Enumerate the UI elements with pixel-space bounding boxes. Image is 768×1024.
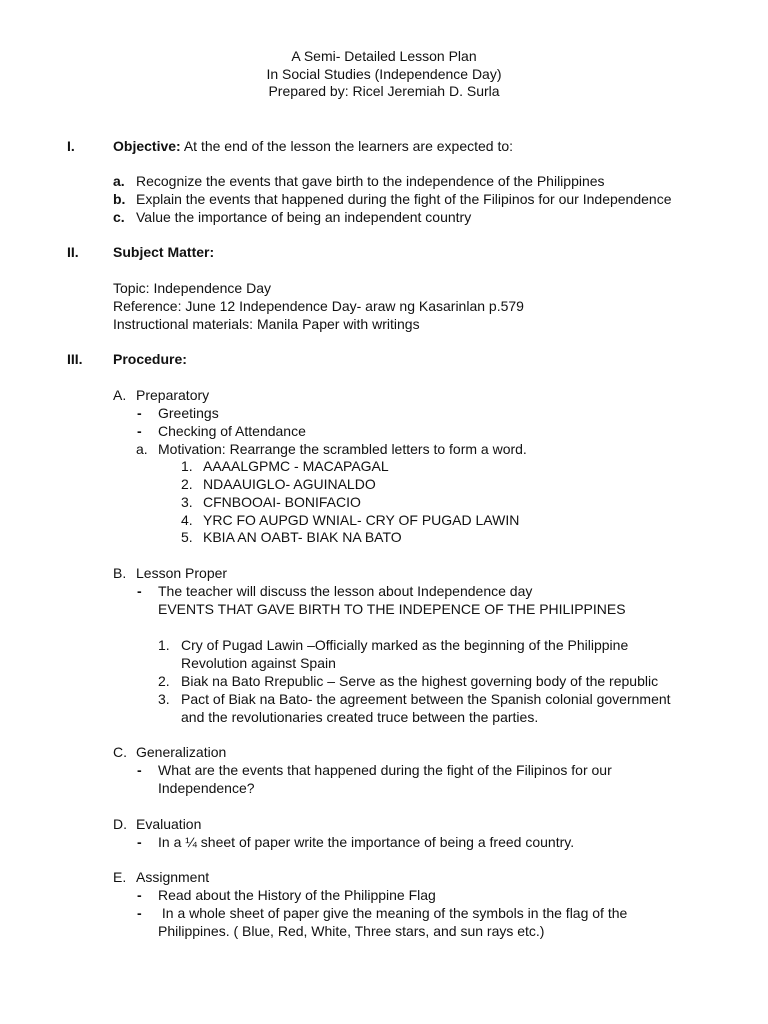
objective-marker: a. (113, 173, 125, 189)
section-numeral-procedure: III. (67, 351, 83, 367)
preparatory-label: Preparatory (136, 387, 210, 403)
evaluation-label: Evaluation (136, 816, 202, 832)
assignment-label: Assignment (136, 869, 210, 885)
document-title: A Semi- Detailed Lesson Plan (291, 48, 477, 64)
objective-label: Objective: (113, 138, 181, 154)
step-marker: C. (113, 744, 127, 760)
bullet-dash: - (137, 834, 142, 850)
word-marker: 3. (181, 494, 193, 510)
generalization-question: What are the events that happened during the fight of the Filipinos for our (158, 762, 612, 778)
bullet-dash: - (137, 423, 142, 439)
objective-marker: b. (113, 191, 126, 207)
objective-item: Value the importance of being an independent country (136, 209, 472, 225)
objective-intro: At the end of the lesson the learners are expected to: (183, 138, 514, 154)
generalization-question: Independence? (158, 780, 255, 796)
document-subtitle: In Social Studies (Independence Day) (266, 66, 502, 82)
topic-line: Topic: Independence Day (113, 280, 271, 296)
section-numeral-subject-matter: II. (67, 244, 79, 260)
generalization-label: Generalization (136, 744, 227, 760)
objective-item: Explain the events that happened during the fight of the Filipinos for our Independence (136, 191, 672, 207)
bullet-dash: - (137, 905, 142, 921)
preparatory-bullet: Greetings (158, 405, 219, 421)
event-marker: 1. (158, 637, 170, 653)
prepared-by: Prepared by: Ricel Jeremiah D. Surla (268, 83, 500, 99)
bullet-dash: - (137, 583, 142, 599)
assignment-item: In a whole sheet of paper give the meaning of the symbols in the flag of the (158, 905, 628, 921)
objective-marker: c. (113, 209, 125, 225)
event-line: Revolution against Spain (181, 655, 336, 671)
step-marker: A. (113, 387, 127, 403)
objective-heading (113, 137, 513, 155)
materials-line: Instructional materials: Manila Paper with writings (113, 316, 420, 332)
lesson-proper-label: Lesson Proper (136, 565, 228, 581)
scrambled-word: NDAAUIGLO- AGUINALDO (203, 476, 376, 492)
evaluation-task: In a ¼ sheet of paper write the importance of being a freed country. (158, 834, 575, 850)
section-numeral-objective: I. (67, 138, 75, 154)
word-marker: 5. (181, 529, 193, 545)
reference-line: Reference: June 12 Independence Day- araw ng Kasarinlan p.579 (113, 298, 524, 314)
event-marker: 2. (158, 673, 170, 689)
lesson-proper-bullet: The teacher will discuss the lesson about Independence day (158, 583, 533, 599)
event-marker: 3. (158, 691, 170, 707)
motivation-line: Motivation: Rearrange the scrambled letters to form a word. (158, 441, 527, 457)
assignment-item: Philippines. ( Blue, Red, White, Three stars, and sun rays etc.) (158, 923, 545, 939)
assignment-item: Read about the History of the Philippine Flag (158, 887, 436, 903)
events-heading: EVENTS THAT GAVE BIRTH TO THE INDEPENCE OF THE PHILIPPINES (158, 601, 626, 617)
word-marker: 4. (181, 512, 193, 528)
bullet-dash: - (137, 762, 142, 778)
step-marker: B. (113, 565, 127, 581)
procedure-label: Procedure: (113, 351, 187, 367)
scrambled-word: KBIA AN OABT- BIAK NA BATO (203, 529, 402, 545)
scrambled-word: AAAALGPMC - MACAPAGAL (203, 458, 389, 474)
bullet-dash: - (137, 887, 142, 903)
scrambled-word: CFNBOOAI- BONIFACIO (203, 494, 361, 510)
subject-matter-label: Subject Matter: (113, 244, 215, 260)
motivation-marker: a. (136, 441, 148, 457)
scrambled-word: YRC FO AUPGD WNIAL- CRY OF PUGAD LAWIN (203, 512, 520, 528)
preparatory-bullet: Checking of Attendance (158, 423, 306, 439)
event-line: Biak na Bato Rrepublic – Serve as the highest governing body of the republic (181, 673, 659, 689)
word-marker: 1. (181, 458, 193, 474)
event-line: Pact of Biak na Bato- the agreement between the Spanish colonial government (181, 691, 671, 707)
event-line: Cry of Pugad Lawin –Officially marked as the beginning of the Philippine (181, 637, 629, 653)
word-marker: 2. (181, 476, 193, 492)
step-marker: E. (113, 869, 127, 885)
event-line: and the revolutionaries created truce between the parties. (181, 709, 539, 725)
objective-item: Recognize the events that gave birth to the independence of the Philippines (136, 173, 605, 189)
step-marker: D. (113, 816, 127, 832)
bullet-dash: - (137, 405, 142, 421)
